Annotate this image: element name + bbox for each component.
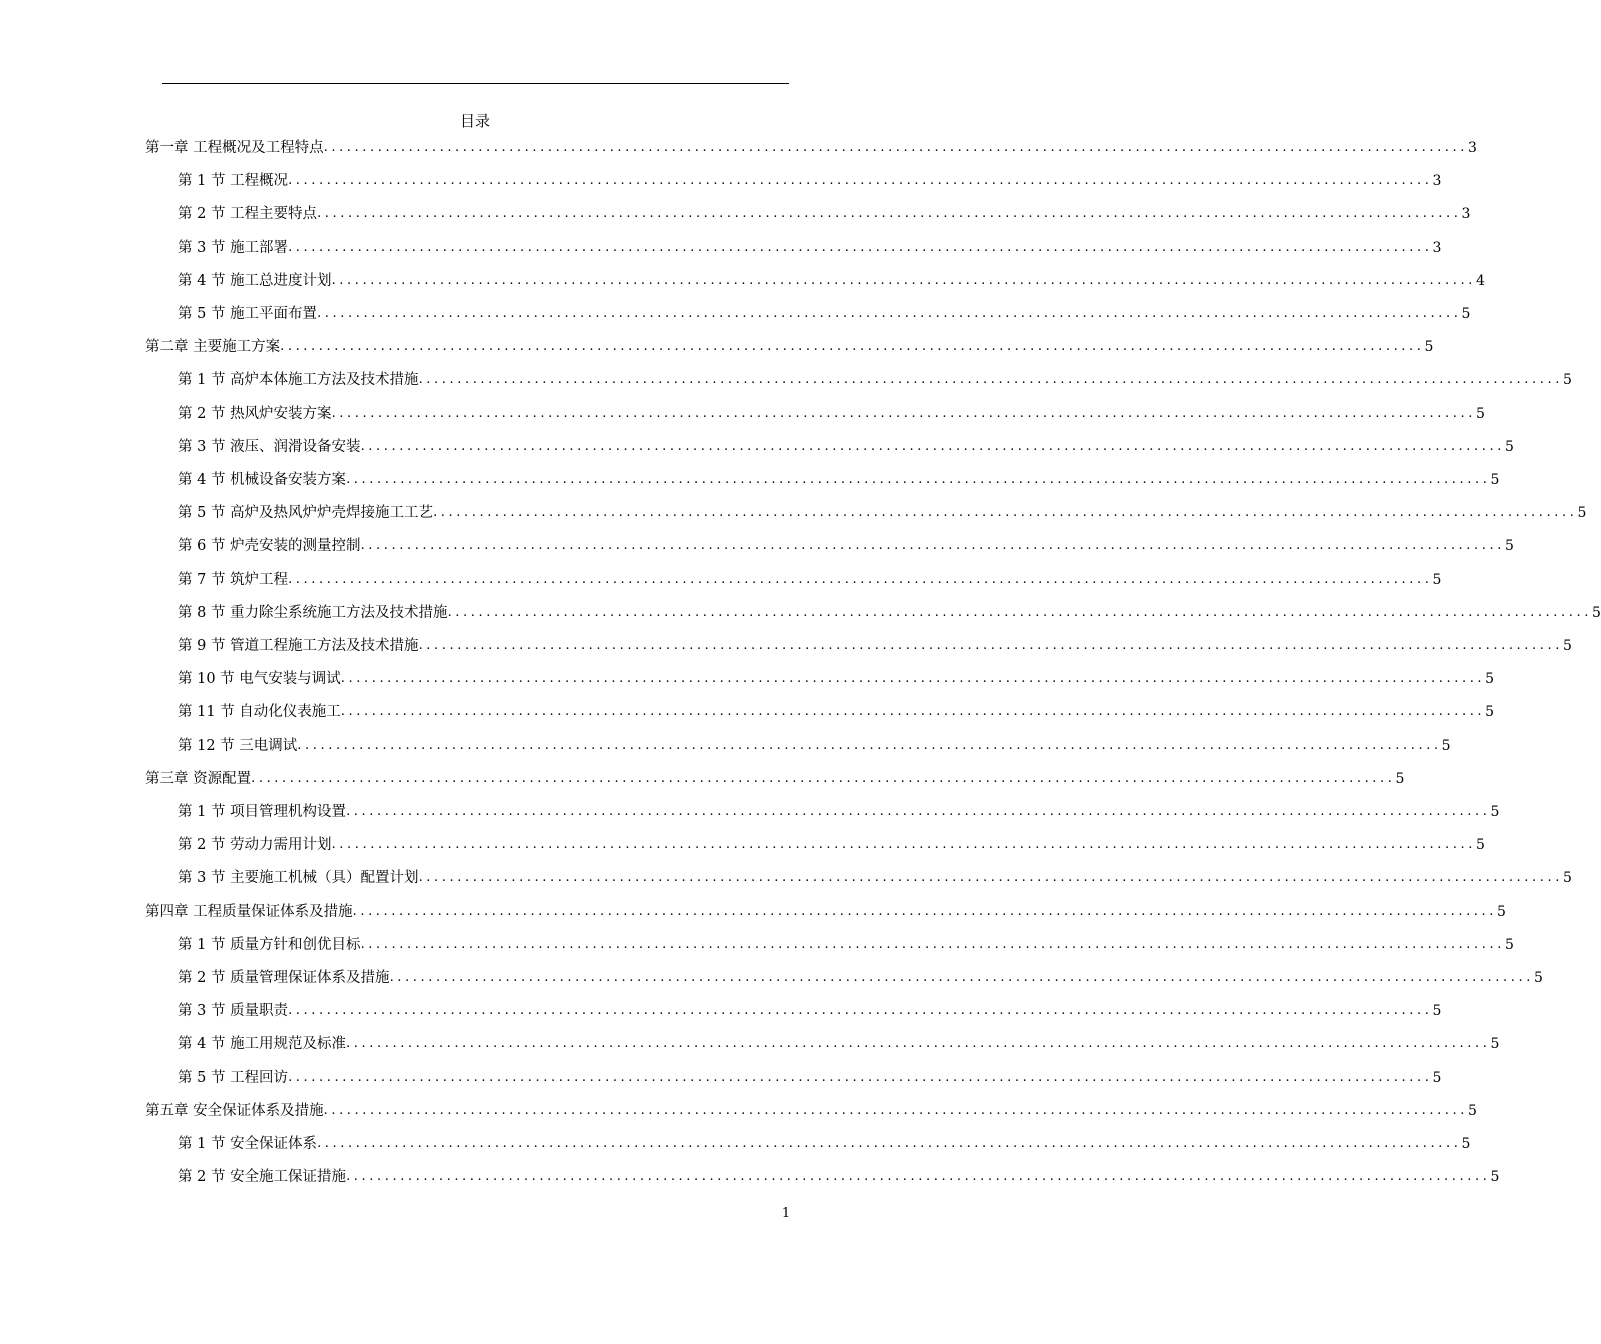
toc-dot-leader: .................................................................................................................................................... bbox=[317, 306, 1462, 321]
toc-entry-page: 5 bbox=[1468, 1102, 1477, 1119]
toc-entry-title: 质量职责 bbox=[230, 1003, 289, 1020]
toc-entry-number: 第 4 节 bbox=[178, 1036, 226, 1053]
toc-entry-title: 炉壳安装的测量控制 bbox=[230, 538, 361, 555]
toc-entry-number: 第 12 节 bbox=[178, 737, 235, 754]
toc-section-entry[interactable] bbox=[178, 435, 1514, 457]
toc-dot-leader: .................................................................................................................................................... bbox=[288, 173, 1433, 189]
toc-section-entry[interactable] bbox=[178, 700, 1495, 722]
toc-entry-page: 5 bbox=[1591, 604, 1601, 621]
toc-title: 目录 bbox=[459, 112, 490, 130]
toc-dot-leader: .................................................................................................................................................... bbox=[352, 903, 1497, 919]
toc-dot-leader: .................................................................................................................................................... bbox=[433, 505, 1578, 521]
toc-entry-number: 第 2 节 bbox=[178, 206, 226, 223]
toc-entry-number: 第三章 bbox=[145, 770, 189, 787]
toc-entry-title: 施工部署 bbox=[230, 239, 289, 256]
toc-dot-leader: .................................................................................................................................................... bbox=[389, 970, 1534, 985]
toc-section-entry[interactable] bbox=[178, 1066, 1442, 1088]
toc-section-entry[interactable] bbox=[178, 501, 1587, 523]
toc-section-entry[interactable] bbox=[178, 269, 1485, 291]
toc-section-entry[interactable] bbox=[178, 800, 1500, 822]
toc-entry-title: 工程概况 bbox=[230, 173, 289, 190]
toc-entry-page: 5 bbox=[1485, 704, 1495, 721]
toc-entry-title: 机械设备安装方案 bbox=[230, 472, 347, 488]
toc-entry-title: 液压、润滑设备安装 bbox=[230, 438, 361, 455]
toc-dot-leader: .................................................................................................................................................... bbox=[360, 438, 1505, 454]
toc-dot-leader: .................................................................................................................................................... bbox=[331, 272, 1476, 288]
toc-entry-title: 管道工程施工方法及技术措施 bbox=[230, 638, 419, 654]
toc-dot-leader: .................................................................................................................................................... bbox=[297, 737, 1442, 753]
toc-entry-number: 第 5 节 bbox=[178, 306, 226, 322]
toc-entry-title: 主要施工方案 bbox=[193, 339, 281, 356]
toc-entry-number: 第 1 节 bbox=[178, 372, 226, 389]
toc-entry-page: 5 bbox=[1432, 571, 1442, 588]
toc-dot-leader: .................................................................................................................................................... bbox=[288, 1003, 1433, 1019]
toc-entry-title: 主要施工机械（具）配置计划 bbox=[230, 870, 419, 887]
toc-entry-title: 高炉本体施工方法及技术措施 bbox=[230, 372, 419, 389]
toc-entry-number: 第 1 节 bbox=[178, 936, 226, 953]
toc-entry-page: 5 bbox=[1490, 804, 1500, 820]
header-rule bbox=[162, 83, 789, 84]
toc-dot-leader: .................................................................................................................................................... bbox=[331, 837, 1476, 853]
toc-chapter-entry[interactable] bbox=[145, 900, 1506, 922]
toc-entry-page: 3 bbox=[1468, 140, 1477, 156]
toc-section-entry[interactable] bbox=[178, 933, 1514, 955]
toc-section-entry[interactable] bbox=[178, 534, 1514, 556]
toc-entry-title: 安全保证体系 bbox=[230, 1136, 318, 1152]
toc-entry-page: 5 bbox=[1490, 1036, 1500, 1053]
toc-dot-leader: .................................................................................................................................................... bbox=[346, 804, 1491, 819]
toc-dot-leader: .................................................................................................................................................... bbox=[340, 671, 1486, 687]
toc-entry-title: 资源配置 bbox=[193, 770, 252, 787]
toc-entry-number: 第 8 节 bbox=[178, 604, 226, 621]
toc-entry-title: 高炉及热风炉炉壳焊接施工工艺 bbox=[230, 505, 434, 522]
toc-entry-page: 5 bbox=[1562, 372, 1572, 389]
page-number: 1 bbox=[781, 1206, 791, 1221]
toc-dot-leader: .................................................................................................................................................... bbox=[288, 571, 1433, 587]
toc-entry-number: 第 1 节 bbox=[178, 1136, 226, 1152]
toc-entry-page: 5 bbox=[1432, 1003, 1442, 1020]
toc-entry-title: 自动化仪表施工 bbox=[239, 704, 341, 721]
toc-section-entry[interactable] bbox=[178, 236, 1442, 258]
toc-dot-leader: .................................................................................................................................................... bbox=[340, 704, 1486, 720]
toc-dot-leader: .................................................................................................................................................... bbox=[331, 405, 1476, 421]
toc-section-entry[interactable] bbox=[178, 402, 1485, 424]
toc-dot-leader: .................................................................................................................................................... bbox=[288, 239, 1433, 255]
toc-entry-title: 质量管理保证体系及措施 bbox=[230, 970, 390, 986]
toc-entry-title: 质量方针和创优目标 bbox=[230, 936, 361, 953]
toc-entry-title: 施工总进度计划 bbox=[230, 272, 332, 289]
toc-entry-page: 5 bbox=[1504, 538, 1514, 555]
toc-entry-number: 第 1 节 bbox=[178, 804, 226, 820]
toc-dot-leader: .................................................................................................................................................... bbox=[418, 870, 1563, 886]
toc-entry-number: 第 3 节 bbox=[178, 870, 226, 887]
toc-entry-page: 5 bbox=[1395, 770, 1405, 787]
toc-entry-page: 5 bbox=[1490, 472, 1500, 488]
toc-entry-page: 5 bbox=[1577, 505, 1587, 522]
toc-entry-number: 第 2 节 bbox=[178, 405, 226, 422]
toc-entry-number: 第 2 节 bbox=[178, 970, 226, 986]
toc-dot-leader: .................................................................................................................................................... bbox=[323, 1102, 1468, 1118]
toc-entry-title: 工程质量保证体系及措施 bbox=[193, 903, 353, 920]
toc-dot-leader: .................................................................................................................................................... bbox=[447, 604, 1592, 620]
toc-entry-page: 5 bbox=[1475, 837, 1485, 854]
toc-entry-number: 第二章 bbox=[145, 339, 189, 356]
toc-entry-page: 5 bbox=[1497, 903, 1506, 920]
toc-chapter-entry[interactable] bbox=[145, 136, 1477, 158]
toc-dot-leader: .................................................................................................................................................... bbox=[418, 638, 1563, 653]
toc-entry-title: 重力除尘系统施工方法及技术措施 bbox=[230, 604, 448, 621]
toc-section-entry[interactable] bbox=[178, 468, 1500, 490]
toc-entry-title: 施工平面布置 bbox=[230, 306, 318, 322]
toc-section-entry[interactable] bbox=[178, 634, 1572, 656]
toc-entry-page: 5 bbox=[1432, 1069, 1442, 1086]
toc-entry-title: 安全施工保证措施 bbox=[230, 1169, 347, 1186]
toc-entry-number: 第 3 节 bbox=[178, 438, 226, 455]
toc-entry-title: 施工用规范及标准 bbox=[230, 1036, 347, 1053]
toc-entry-number: 第 7 节 bbox=[178, 571, 226, 588]
toc-section-entry[interactable] bbox=[178, 1132, 1471, 1154]
toc-section-entry[interactable] bbox=[178, 169, 1442, 191]
toc-section-entry[interactable] bbox=[178, 601, 1601, 623]
toc-entry-title: 筑炉工程 bbox=[230, 571, 289, 588]
toc-entry-page: 5 bbox=[1490, 1169, 1500, 1186]
toc-entry-title: 工程回访 bbox=[230, 1069, 289, 1086]
toc-chapter-entry[interactable] bbox=[145, 1099, 1477, 1121]
toc-dot-leader: .................................................................................................................................................... bbox=[280, 339, 1425, 355]
toc-entry-number: 第 3 节 bbox=[178, 1003, 226, 1020]
toc-entry-title: 三电调试 bbox=[239, 737, 298, 754]
toc-dot-leader: .................................................................................................................................................... bbox=[317, 206, 1462, 222]
toc-entry-page: 5 bbox=[1441, 737, 1451, 754]
toc-entry-number: 第一章 bbox=[145, 140, 189, 156]
toc-dot-leader: .................................................................................................................................................... bbox=[360, 936, 1505, 952]
toc-entry-page: 3 bbox=[1432, 173, 1442, 190]
toc-entry-page: 5 bbox=[1461, 1136, 1471, 1152]
toc-section-entry[interactable] bbox=[178, 1165, 1500, 1187]
toc-section-entry[interactable] bbox=[178, 302, 1471, 324]
toc-dot-leader: .................................................................................................................................................... bbox=[346, 1036, 1491, 1052]
toc-section-entry[interactable] bbox=[178, 202, 1471, 224]
toc-entry-page: 5 bbox=[1504, 438, 1514, 455]
toc-entry-number: 第 5 节 bbox=[178, 1069, 226, 1086]
toc-dot-leader: .................................................................................................................................................... bbox=[323, 140, 1468, 155]
toc-dot-leader: .................................................................................................................................................... bbox=[346, 1169, 1491, 1185]
toc-dot-leader: .................................................................................................................................................... bbox=[360, 538, 1505, 554]
toc-entry-number: 第 2 节 bbox=[178, 1169, 226, 1186]
toc-entry-title: 安全保证体系及措施 bbox=[193, 1102, 324, 1119]
toc-section-entry[interactable] bbox=[178, 368, 1572, 390]
toc-entry-number: 第 11 节 bbox=[178, 704, 235, 721]
toc-section-entry[interactable] bbox=[178, 667, 1495, 689]
toc-entry-title: 工程主要特点 bbox=[230, 206, 318, 223]
toc-section-entry[interactable] bbox=[178, 966, 1543, 988]
toc-entry-page: 3 bbox=[1461, 206, 1471, 223]
toc-entry-number: 第 2 节 bbox=[178, 837, 226, 854]
toc-entry-number: 第 4 节 bbox=[178, 272, 226, 289]
toc-section-entry[interactable] bbox=[178, 999, 1442, 1021]
toc-dot-leader: .................................................................................................................................................... bbox=[346, 472, 1491, 487]
toc-entry-title: 劳动力需用计划 bbox=[230, 837, 332, 854]
toc-entry-number: 第 6 节 bbox=[178, 538, 226, 555]
toc-entry-number: 第五章 bbox=[145, 1102, 189, 1119]
toc-entry-number: 第 9 节 bbox=[178, 638, 226, 654]
toc-section-entry[interactable] bbox=[178, 833, 1485, 855]
toc-entry-page: 5 bbox=[1461, 306, 1471, 322]
toc-dot-leader: .................................................................................................................................................... bbox=[317, 1136, 1462, 1151]
toc-section-entry[interactable] bbox=[178, 568, 1442, 590]
toc-entry-title: 热风炉安装方案 bbox=[230, 405, 332, 422]
toc-entry-page: 5 bbox=[1424, 339, 1434, 356]
toc-entry-number: 第 5 节 bbox=[178, 505, 226, 522]
toc-entry-title: 电气安装与调试 bbox=[239, 671, 341, 688]
toc-entry-page: 5 bbox=[1562, 638, 1572, 654]
toc-entry-page: 5 bbox=[1485, 671, 1495, 688]
toc-entry-title: 工程概况及工程特点 bbox=[193, 140, 324, 156]
toc-entry-page: 4 bbox=[1475, 272, 1485, 289]
toc-entry-page: 5 bbox=[1504, 936, 1514, 953]
toc-section-entry[interactable] bbox=[178, 1032, 1500, 1054]
toc-section-entry[interactable] bbox=[178, 866, 1572, 888]
toc-entry-number: 第 4 节 bbox=[178, 472, 226, 488]
toc-dot-leader: .................................................................................................................................................... bbox=[418, 372, 1563, 388]
toc-chapter-entry[interactable] bbox=[145, 335, 1434, 357]
toc-dot-leader: .................................................................................................................................................... bbox=[251, 770, 1396, 786]
toc-entry-number: 第四章 bbox=[145, 903, 189, 920]
toc-entry-number: 第 10 节 bbox=[178, 671, 235, 688]
toc-entry-page: 5 bbox=[1475, 405, 1485, 422]
toc-section-entry[interactable] bbox=[178, 734, 1451, 756]
toc-dot-leader: .................................................................................................................................................... bbox=[288, 1069, 1433, 1085]
toc-entry-number: 第 1 节 bbox=[178, 173, 226, 190]
toc-chapter-entry[interactable] bbox=[145, 767, 1405, 789]
toc-entry-number: 第 3 节 bbox=[178, 239, 226, 256]
toc-entry-page: 5 bbox=[1533, 970, 1543, 986]
toc-entry-page: 5 bbox=[1562, 870, 1572, 887]
toc-entry-page: 3 bbox=[1432, 239, 1442, 256]
toc-entry-title: 项目管理机构设置 bbox=[230, 804, 347, 820]
